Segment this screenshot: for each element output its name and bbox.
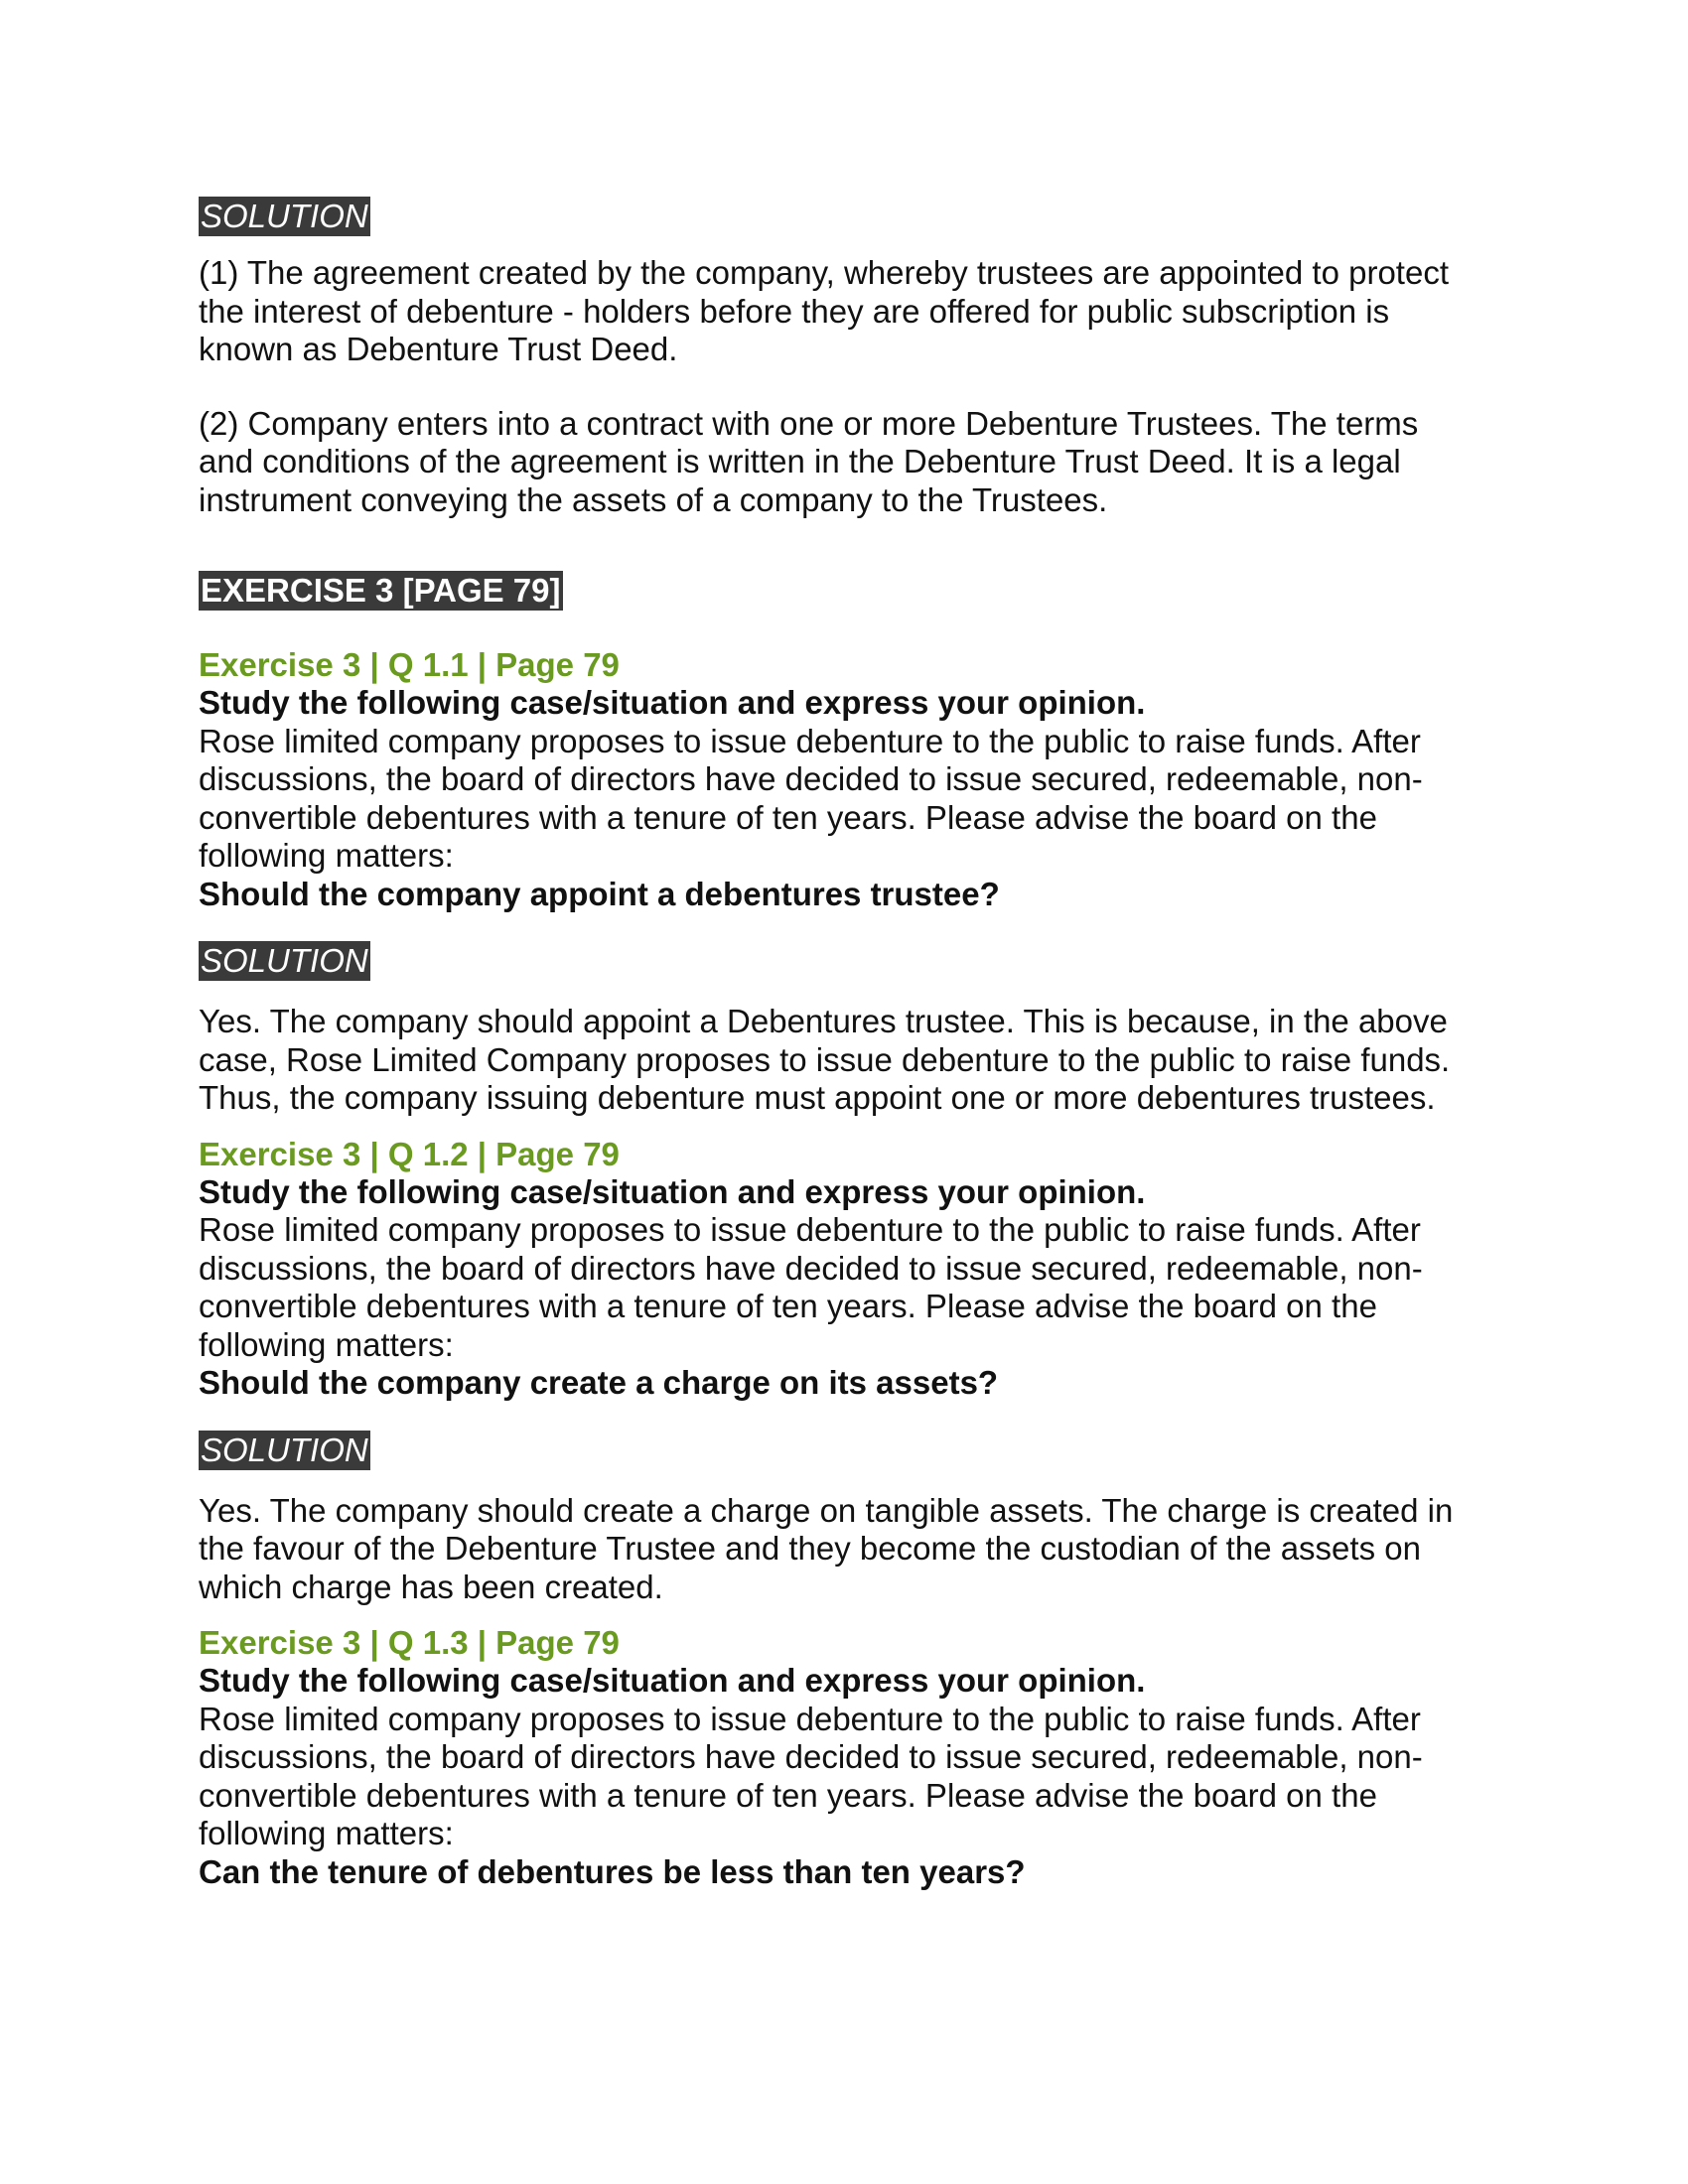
question-text: Should the company appoint a debentures trustee? — [199, 875, 1000, 912]
solution-label — [199, 197, 1489, 236]
question-block-1-3 — [199, 1624, 1489, 1891]
question-block-1-2 — [199, 1136, 1489, 1607]
solution-badge: SOLUTION — [201, 942, 368, 979]
question-heading: Exercise 3 | Q 1.1 | Page 79 — [199, 646, 620, 683]
case-text: Rose limited company proposes to issue debenture to the public to raise funds. After discussions, the board of directors have decided to issue secured, redeemable, non- convertible debentures with a tenure of ten years. Please advise the board on the following matters: — [199, 1211, 1423, 1363]
question-text: Should the company create a charge on its assets? — [199, 1364, 999, 1401]
solution-paragraph-1: (1) The agreement created by the company, whereby trustees are appointed to protect the interest of debenture - holders before they are offered for public subscription is known as Debenture Trust Deed. — [199, 254, 1449, 367]
case-text: Rose limited company proposes to issue debenture to the public to raise funds. After discussions, the board of directors have decided to issue secured, redeemable, non- convertible debentures with a tenure of ten years. Please advise the board on the following matters: — [199, 722, 1423, 874]
solution-label — [199, 941, 1489, 981]
exercise-header-badge: EXERCISE 3 [PAGE 79] — [201, 572, 561, 609]
question-block-1-1 — [199, 646, 1489, 1118]
question-instruction: Study the following case/situation and express your opinion. — [199, 1172, 1146, 1210]
question-instruction: Study the following case/situation and express your opinion. — [199, 684, 1146, 721]
question-text: Can the tenure of debentures be less than ten years? — [199, 1852, 1026, 1890]
solution-badge: SOLUTION — [201, 1431, 368, 1468]
solution-badge: SOLUTION — [201, 198, 368, 234]
solution-label — [199, 1431, 1489, 1470]
answer-text: Yes. The company should create a charge on tangible assets. The charge is created in the favour of the Debenture Trustee and they become the custodian of the assets on which charge has been created. — [199, 1491, 1454, 1605]
question-heading: Exercise 3 | Q 1.2 | Page 79 — [199, 1135, 620, 1172]
question-heading: Exercise 3 | Q 1.3 | Page 79 — [199, 1624, 620, 1661]
exercise-header — [199, 571, 1489, 611]
answer-text: Yes. The company should appoint a Debentures trustee. This is because, in the above case, Rose Limited Company proposes to issue debenture to the public to raise funds. Thus, the company issuing debenture must appoint one or more debentures trustees. — [199, 1003, 1451, 1116]
document-page — [199, 197, 1489, 1891]
solution-paragraph-2: (2) Company enters into a contract with one or more Debenture Trustees. The terms and conditions of the agreement is written in the Debenture Trust Deed. It is a legal instrument conveying the assets of a company to the Trustees. — [199, 404, 1419, 518]
case-text: Rose limited company proposes to issue debenture to the public to raise funds. After discussions, the board of directors have decided to issue secured, redeemable, non- convertible debentures with a tenure of ten years. Please advise the board on the following matters: — [199, 1700, 1423, 1851]
question-instruction: Study the following case/situation and express your opinion. — [199, 1662, 1146, 1699]
